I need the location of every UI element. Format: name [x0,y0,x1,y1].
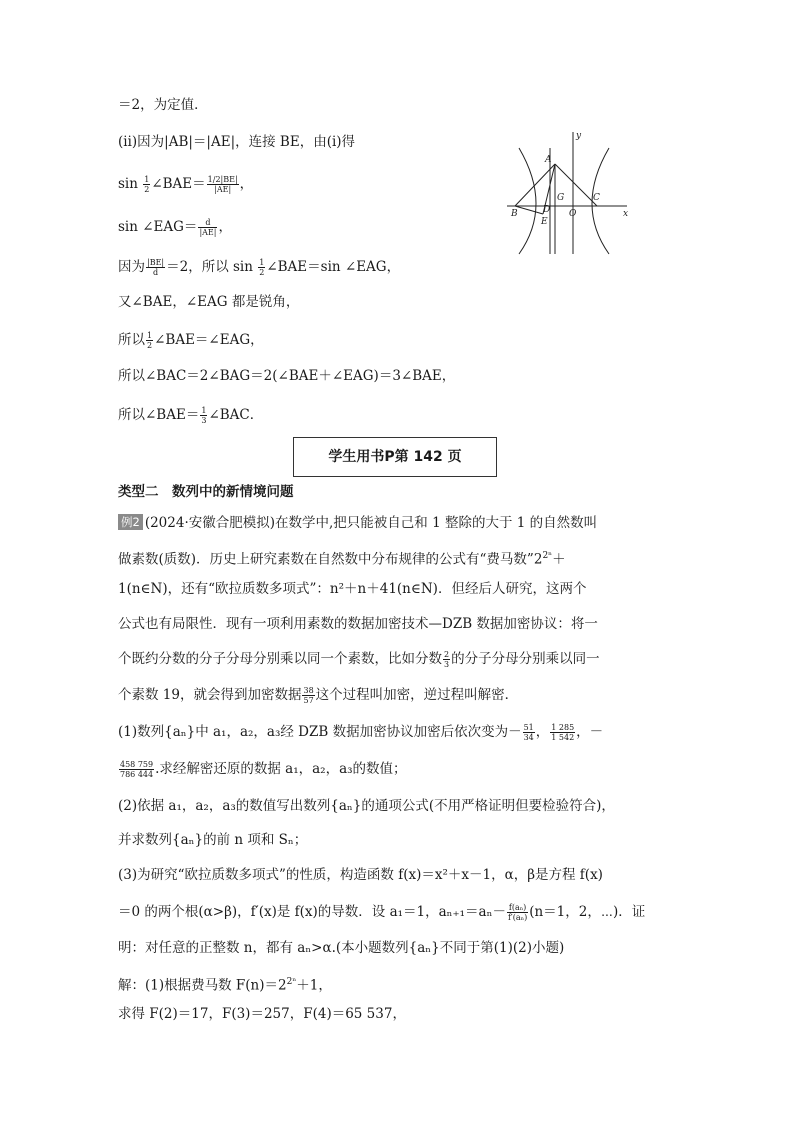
text: 个既约分数的分子分母分别乘以同一个素数，比如分数 [118,651,442,667]
superscript: 2ⁿ [542,551,553,561]
segment-be [515,206,543,214]
label-o: O [569,209,577,219]
text: (n＝1，2，⋯)．证 [529,904,646,920]
fraction: $\frac{458 759}{786 444}$ [120,760,154,779]
text: ＝0 的两个根(α>β)，f′(x)是 f(x)的导数．设 a₁＝1，aₙ₊₁＝aₙ－ [118,904,506,920]
text: 个素数 19，就会得到加密数据 [118,687,302,703]
segment-ab [515,164,555,206]
text: ∠BAE＝sin ∠EAG， [266,259,401,275]
superscript: 2ⁿ [286,977,297,987]
text: ，－ [576,724,604,740]
equation-line [118,175,253,194]
text: ＋1， [296,977,332,994]
example-line [118,686,518,705]
example-line: 公式也有局限性．现有一项利用素数的数据加密技术—DZB 数据加密协议：将一 [118,616,598,632]
text: 所以 [118,332,145,348]
solution-line [118,973,332,995]
example-line [118,650,600,669]
label-c: C [593,193,600,203]
text: ， [535,724,550,740]
text: ∠BAE＝ [151,176,206,192]
text-line: ＝2，为定值． [118,97,208,113]
text: 2 [533,551,543,568]
label-y: y [576,131,582,141]
equation-line [118,406,263,425]
section-title: 类型二 数列中的新情境问题 [118,484,294,500]
text: 做素数(质数)．历史上研究素数在自然数中分布规律的公式有“费马数” [118,551,534,568]
label-e: E [541,217,548,227]
equation-line [118,331,264,350]
question-3-line: (3)为研究“欧拉质数多项式”的性质，构造函数 f(x)＝x²＋x－1，α，β是方程 f(x) [118,867,603,883]
text: (2024·安徽合肥模拟)在数学中,把只能被自己和 1 整除的大于 1 的自然数叫 [144,515,598,531]
text-line: 又∠BAE，∠EAG 都是锐角， [118,294,300,310]
text: 2 [278,977,287,994]
question-2-line: (2)依据 a₁，a₂，a₃的数值写出数列{aₙ}的通项公式(不用严格证明但要检验符合)， [118,798,615,814]
hyperbola-figure [505,128,635,258]
fraction: $\frac{1}{2}$ [147,331,153,350]
text: sin ∠EAG＝ [118,219,198,235]
question-2-line: 并求数列{aₙ}的前 n 项和 Sₙ； [118,832,308,848]
text: 因为 [118,259,145,275]
fraction: $\frac{1}{2}$ [259,258,265,277]
label-x: x [623,209,629,219]
fraction: $\frac{d}{|AE|}$ [199,218,217,237]
label-d: D [543,205,551,215]
fraction: $\frac{1}{3}$ [201,406,207,425]
text: ＋ [552,551,566,568]
fraction: $\frac{38}{57}$ [303,686,314,705]
text-line: 所以∠BAC＝2∠BAG＝2(∠BAE＋∠EAG)＝3∠BAE， [118,368,456,384]
text: ∠BAE＝∠EAG， [154,332,264,348]
label-b: B [511,209,518,219]
equation-line [118,218,232,237]
fraction: $\frac{1 285}{1 542}$ [551,723,575,742]
text: ， [218,219,232,235]
text: 所以∠BAE＝ [118,407,200,423]
text: ＝2，所以 sin [166,259,258,275]
text-line: (ⅱ)因为|AB|＝|AE|，连接 BE，由(ⅰ)得 [118,134,356,150]
fraction: $\frac{2}{3}$ [444,650,450,669]
text: sin [118,176,143,192]
question-1-line [118,723,603,742]
question-3-line: 明：对任意的正整数 n，都有 aₙ>α.(本小题数列{aₙ}不同于第(1)(2)小题) [118,940,565,956]
fraction: $\frac{|BE|}{d}$ [147,258,165,277]
hyperbola-left-branch [519,148,536,254]
label-a: A [545,155,552,165]
fraction: $\frac{51}{34}$ [523,723,534,742]
label-g: G [557,193,565,203]
text: (1)数列{aₙ}中 a₁，a₂，a₃经 DZB 数据加密协议加密后依次变为－ [118,724,522,740]
page-reference-banner: 学生用书P第 142 页 [293,437,497,477]
example-line [118,547,566,569]
fraction: $\frac{1}{2}$ [144,175,150,194]
question-1-line [118,760,407,779]
text: ∠BAC． [208,407,264,423]
example-line [118,514,597,532]
text: 这个过程叫加密，逆过程叫解密． [315,687,519,703]
text: .求经解密还原的数据 a₁，a₂，a₃的数值； [155,761,407,777]
example-tag: 例2 [118,514,143,530]
example-line: 1(n∈N)，还有“欧拉质数多项式”：n²＋n＋41(n∈N)．但经后人研究，这两个 [118,581,587,597]
fraction: $\frac{\text{f(aₙ)}}{\text{f′(aₙ)}}$ [507,903,528,922]
fraction: $\frac{1/2|BE|}{|AE|}$ [207,175,238,194]
text: 的分子分母分别乘以同一 [451,651,600,667]
text: 解：(1)根据费马数 F(n)＝ [118,977,279,994]
equation-line [118,258,400,277]
question-3-line [118,903,645,922]
text: ， [239,176,254,192]
solution-line: 求得 F(2)＝17，F(3)＝257，F(4)＝65 537， [118,1006,406,1022]
